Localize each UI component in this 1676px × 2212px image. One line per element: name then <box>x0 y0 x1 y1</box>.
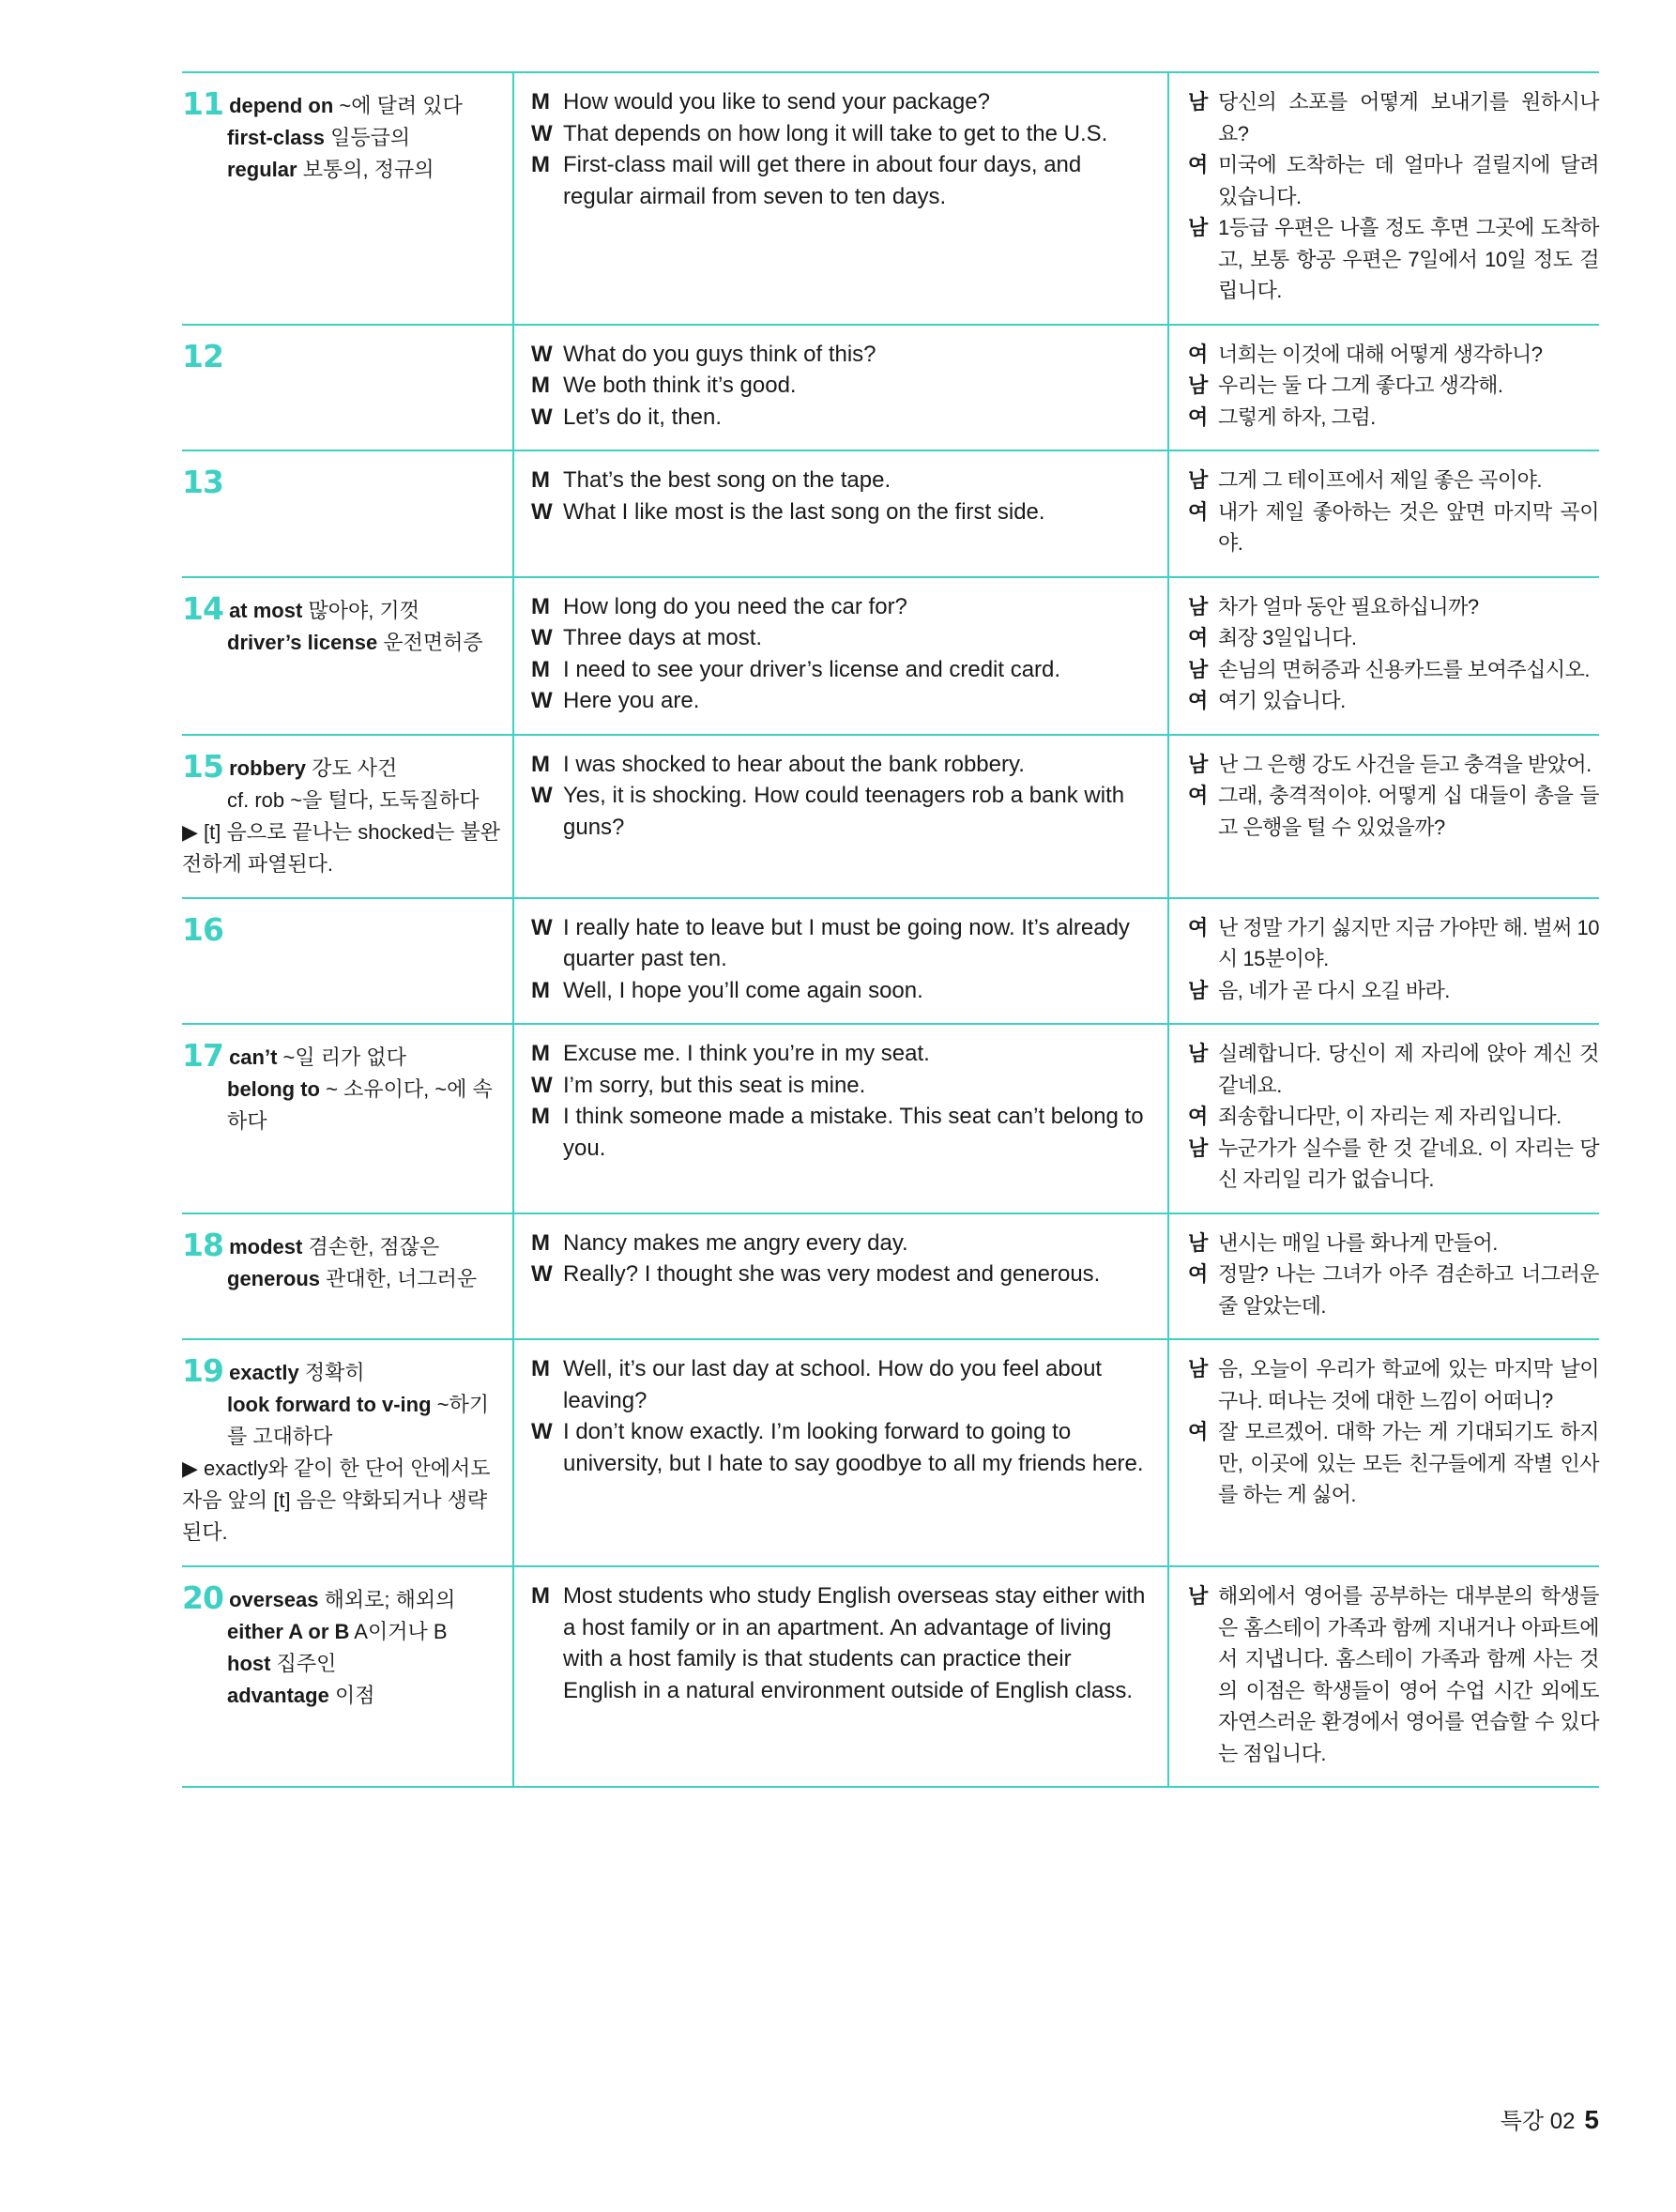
speaker-label: 남 <box>1188 1042 1208 1065</box>
vocab-meaning: ~에 달려 있다 <box>339 94 463 117</box>
vocab-meaning: 강도 사건 <box>312 755 398 780</box>
speaker-label: 여 <box>1188 404 1208 429</box>
speaker-label: M <box>531 467 550 493</box>
english-dialogue-cell <box>513 898 1168 1025</box>
translation-text: 내가 제일 좋아하는 것은 앞면 마지막 곡이야. <box>1218 499 1599 555</box>
vocab-meaning: ~ 소유이다, ~에 속하다 <box>227 1077 493 1133</box>
translation-line <box>1188 465 1599 496</box>
korean-translation-cell <box>1168 450 1599 577</box>
speaker-label: 여 <box>1188 784 1208 807</box>
translation-line <box>1188 1038 1599 1101</box>
question-number: 20 <box>182 1579 223 1616</box>
translation-text: 실례합니다. 당신이 제 자리에 앉아 계신 것 같네요. <box>1218 1042 1599 1097</box>
speaker-label: W <box>531 914 553 940</box>
speaker-label: 여 <box>1188 153 1208 176</box>
dialogue-text: Three days at most. <box>563 625 763 650</box>
dialogue-text: I was shocked to hear about the bank robbery. <box>563 751 1025 777</box>
translation-line <box>1188 591 1599 623</box>
dialogue-text: I think someone made a mistake. This seat can’t belong to you. <box>563 1104 1144 1161</box>
speaker-label: M <box>531 1104 550 1129</box>
question-number: 14 <box>182 589 223 627</box>
translation-line <box>1188 212 1599 307</box>
speaker-label: W <box>531 783 553 808</box>
translation-text: 1등급 우편은 나흘 정도 후면 그곳에 도착하고, 보통 항공 우편은 7일에서 10일 정도 걸립니다. <box>1218 216 1599 302</box>
speaker-label: 여 <box>1188 499 1208 524</box>
translation-line <box>1188 1353 1599 1416</box>
question-row <box>182 735 1599 898</box>
dialogue-text: How long do you need the car for? <box>563 593 907 619</box>
speaker-label: 남 <box>1188 752 1208 776</box>
vocab-meaning: 많아야, 기껏 <box>308 598 419 622</box>
vocab-term: look forward to v-ing <box>227 1393 432 1416</box>
question-row <box>182 450 1599 577</box>
dialogue-text: We both think it’s good. <box>563 373 797 398</box>
question-number: 13 <box>182 464 223 500</box>
question-row <box>182 72 1599 325</box>
translation-line <box>1188 1228 1599 1259</box>
korean-translation-cell <box>1168 577 1599 735</box>
vocab-term: depend on <box>229 94 334 117</box>
translation-line <box>1188 975 1599 1007</box>
speaker-label: 여 <box>1188 1105 1208 1128</box>
dialogue-line <box>531 1228 1150 1259</box>
speaker-label: M <box>531 656 550 682</box>
speaker-label: 남 <box>1188 374 1208 397</box>
korean-translation-cell <box>1168 1024 1599 1213</box>
dialogue-text: First-class mail will get there in about four days, and regular airmail from seven to ten days. <box>563 152 1082 209</box>
korean-translation-cell <box>1168 1213 1599 1340</box>
dialogue-text: Well, I hope you’ll come again soon. <box>563 977 923 1003</box>
vocab-meaning: ~일 리가 없다 <box>282 1045 406 1069</box>
vocab-cell <box>182 325 513 451</box>
question-number: 18 <box>182 1226 223 1263</box>
translation-line <box>1188 1133 1599 1196</box>
translation-line <box>1188 1580 1599 1769</box>
page-footer <box>1501 2102 1599 2135</box>
speaker-label: W <box>531 1261 553 1287</box>
pronunciation-note: ▶ [t] 음으로 끝나는 shocked는 불완전하게 파열된다. <box>182 819 501 876</box>
speaker-label: W <box>531 120 553 146</box>
dialogue-line <box>531 780 1150 843</box>
question-number: 16 <box>182 910 223 948</box>
english-dialogue-cell <box>513 450 1168 577</box>
english-dialogue-cell <box>513 735 1168 898</box>
dialogue-line <box>531 1580 1150 1706</box>
question-row <box>182 1024 1599 1213</box>
pronunciation-note: ▶ exactly와 같이 한 단어 안에서도 자음 앞의 [t] 음은 약화되거나 생략된다. <box>182 1457 491 1544</box>
vocab-term: first-class <box>227 126 325 149</box>
translation-line <box>1188 1416 1599 1511</box>
speaker-label: 남 <box>1188 1357 1208 1381</box>
speaker-label: M <box>531 977 550 1003</box>
vocab-term: belong to <box>227 1077 320 1101</box>
speaker-label: 여 <box>1188 1262 1208 1286</box>
vocab-term: robbery <box>229 755 306 780</box>
speaker-label: M <box>531 1583 550 1609</box>
speaker-label: W <box>531 404 553 430</box>
vocab-term: at most <box>229 598 303 622</box>
dialogue-text: I don’t know exactly. I’m looking forward to going to university, but I hate to say goodbye to all my friends here. <box>563 1419 1144 1476</box>
vocab-term: driver’s license <box>227 630 378 654</box>
translation-text: 여기 있습니다. <box>1218 689 1346 712</box>
vocab-term: either A or B <box>227 1620 350 1643</box>
dialogue-line <box>531 86 1150 118</box>
translation-text: 그렇게 하자, 그럼. <box>1218 404 1376 429</box>
vocab-meaning: 운전면허증 <box>383 630 483 654</box>
translation-text: 낸시는 매일 나를 화나게 만들어. <box>1218 1230 1498 1255</box>
translation-text: 음, 네가 곧 다시 오길 바라. <box>1218 978 1450 1002</box>
translation-text: 차가 얼마 동안 필요하십니까? <box>1218 594 1479 618</box>
english-dialogue-cell <box>513 1024 1168 1213</box>
dialogue-text: Yes, it is shocking. How could teenagers rob a bank with guns? <box>563 783 1125 840</box>
english-dialogue-cell <box>513 577 1168 735</box>
vocab-term: regular <box>227 158 297 181</box>
vocab-cell <box>182 1566 513 1787</box>
english-dialogue-cell <box>513 1566 1168 1787</box>
vocab-term: advantage <box>227 1684 329 1707</box>
english-dialogue-cell <box>513 72 1168 325</box>
translation-line <box>1188 1259 1599 1321</box>
dialogue-text: I really hate to leave but I must be going now. It’s already quarter past ten. <box>563 914 1130 971</box>
dialogue-text: Well, it’s our last day at school. How do you feel about leaving? <box>563 1356 1103 1413</box>
speaker-label: 남 <box>1188 657 1208 681</box>
dialogue-line <box>531 749 1150 781</box>
korean-translation-cell <box>1168 325 1599 451</box>
dialogue-line <box>531 1259 1150 1290</box>
speaker-label: W <box>531 498 553 525</box>
vocab-term: cf. rob <box>227 787 285 812</box>
dialogue-text: Let’s do it, then. <box>563 404 723 430</box>
question-row <box>182 1213 1599 1340</box>
translation-text: 우리는 둘 다 그게 좋다고 생각해. <box>1218 374 1503 397</box>
vocab-meaning: 겸손한, 점잖은 <box>308 1234 440 1259</box>
footer-label: 특강 02 <box>1500 2109 1576 2134</box>
translation-line <box>1188 402 1599 434</box>
translation-line <box>1188 685 1599 717</box>
dialogue-line <box>531 465 1150 496</box>
vocab-meaning: 보통의, 정규의 <box>302 158 434 181</box>
dialogue-text: I’m sorry, but this seat is mine. <box>563 1072 866 1098</box>
vocab-cell <box>182 450 513 577</box>
vocab-term: exactly <box>229 1361 299 1384</box>
dialogue-line <box>531 402 1150 434</box>
question-number: 15 <box>182 747 223 785</box>
english-dialogue-cell <box>513 1339 1168 1566</box>
speaker-label: W <box>531 1072 553 1098</box>
speaker-label: M <box>531 152 550 177</box>
question-row <box>182 898 1599 1025</box>
vocab-term: modest <box>229 1234 303 1259</box>
vocab-cell <box>182 72 513 325</box>
translation-text: 잘 모르겠어. 대학 가는 게 기대되기도 하지만, 이곳에 있는 모든 친구들에게 작별 인사를 하는 게 싫어. <box>1218 1420 1599 1506</box>
translation-line <box>1188 149 1599 212</box>
dialogue-line <box>531 912 1150 975</box>
translation-line <box>1188 496 1599 559</box>
question-number: 11 <box>182 85 223 122</box>
vocab-meaning: A이거나 B <box>354 1620 448 1643</box>
dialogue-text: How would you like to send your package? <box>563 89 990 114</box>
speaker-label: 남 <box>1188 594 1208 618</box>
translation-text: 당신의 소포를 어떻게 보내기를 원하시나요? <box>1218 90 1599 145</box>
korean-translation-cell <box>1168 898 1599 1025</box>
translation-line <box>1188 370 1599 402</box>
speaker-label: M <box>531 1229 550 1256</box>
dialogue-text: What I like most is the last song on the first side. <box>563 498 1045 525</box>
question-row <box>182 325 1599 451</box>
vocab-meaning: ~을 털다, 도둑질하다 <box>290 787 480 812</box>
speaker-label: 여 <box>1188 915 1208 939</box>
vocab-cell <box>182 898 513 1025</box>
dialogue-text: That depends on how long it will take to get to the U.S. <box>563 120 1108 146</box>
translation-text: 죄송합니다만, 이 자리는 제 자리입니다. <box>1218 1105 1562 1128</box>
vocab-meaning: 관대한, 너그러운 <box>326 1266 478 1290</box>
vocab-cell <box>182 735 513 898</box>
dialogue-line <box>531 339 1150 371</box>
vocab-term: can’t <box>229 1045 278 1069</box>
translation-text: 정말? 나는 그녀가 아주 겸손하고 너그러운 줄 알았는데. <box>1218 1262 1599 1318</box>
korean-translation-cell <box>1168 735 1599 898</box>
english-dialogue-cell <box>513 1213 1168 1340</box>
dialogue-line <box>531 654 1150 686</box>
translation-text: 그래, 충격적이야. 어떻게 십 대들이 총을 들고 은행을 털 수 있었을까? <box>1218 784 1599 839</box>
translation-text: 음, 오늘이 우리가 학교에 있는 마지막 날이구나. 떠나는 것에 대한 느낌이 어떠니? <box>1218 1357 1599 1412</box>
page <box>182 71 1599 1788</box>
translation-line <box>1188 339 1599 371</box>
question-number: 12 <box>182 337 223 374</box>
speaker-label: M <box>531 1041 550 1066</box>
vocab-meaning: 이점 <box>334 1684 375 1707</box>
question-row <box>182 1566 1599 1787</box>
dialogue-text: Most students who study English overseas stay either with a host family or in an apartment. An advantage of living with a host family is that students can practice their English in a natural environment outside of English class. <box>563 1583 1146 1703</box>
vocab-cell <box>182 1213 513 1340</box>
dialogue-line <box>531 370 1150 402</box>
vocab-cell <box>182 1339 513 1566</box>
speaker-label: M <box>531 89 550 114</box>
dialogue-line <box>531 1416 1150 1479</box>
korean-translation-cell <box>1168 1339 1599 1566</box>
question-number: 19 <box>182 1352 223 1389</box>
speaker-label: 남 <box>1188 1230 1208 1255</box>
translation-text: 누군가가 실수를 한 것 같네요. 이 자리는 당신 자리일 리가 없습니다. <box>1218 1136 1599 1191</box>
question-row <box>182 1339 1599 1566</box>
speaker-label: M <box>531 751 550 777</box>
speaker-label: 여 <box>1188 1420 1208 1443</box>
translation-text: 해외에서 영어를 공부하는 대부분의 학생들은 홈스테이 가족과 함께 지내거나 아파트에서 지냅니다. 홈스테이 가족과 함께 사는 것의 이점은 학생들이 영어 수업 시간 외에도 자연스러운 환경에서 영어를 연습할 수 있다는 점입니다. <box>1218 1584 1599 1765</box>
translation-line <box>1188 622 1599 654</box>
translation-text: 너희는 이것에 대해 어떻게 생각하니? <box>1218 342 1543 366</box>
dialogue-line <box>531 149 1150 212</box>
dialogue-line <box>531 1070 1150 1102</box>
translation-text: 난 그 은행 강도 사건을 듣고 충격을 받았어. <box>1218 752 1592 776</box>
vocab-cell <box>182 577 513 735</box>
dialogue-line <box>531 1353 1150 1416</box>
dialogue-line <box>531 591 1150 623</box>
dialogue-line <box>531 685 1150 717</box>
vocab-term: host <box>227 1652 271 1675</box>
speaker-label: M <box>531 593 550 619</box>
dialogue-table <box>182 71 1599 1788</box>
speaker-label: 남 <box>1188 1584 1208 1608</box>
dialogue-text: That’s the best song on the tape. <box>563 467 891 493</box>
page-number: 5 <box>1584 2105 1599 2134</box>
speaker-label: W <box>531 1419 553 1444</box>
speaker-label: M <box>531 373 550 398</box>
dialogue-line <box>531 1038 1150 1070</box>
dialogue-line <box>531 975 1150 1007</box>
translation-text: 최장 3일입니다. <box>1218 626 1357 649</box>
vocab-meaning: ~하기를 고대하다 <box>227 1393 490 1448</box>
speaker-label: 남 <box>1188 978 1208 1002</box>
dialogue-text: Nancy makes me angry every day. <box>563 1229 908 1256</box>
dialogue-line <box>531 496 1150 528</box>
dialogue-text: Here you are. <box>563 688 700 713</box>
dialogue-text: What do you guys think of this? <box>563 341 876 367</box>
vocab-meaning: 해외로; 해외의 <box>324 1588 456 1611</box>
speaker-label: W <box>531 688 553 713</box>
dialogue-line <box>531 118 1150 150</box>
dialogue-text: Excuse me. I think you’re in my seat. <box>563 1041 930 1066</box>
vocab-meaning: 정확히 <box>304 1361 365 1384</box>
speaker-label: W <box>531 341 553 367</box>
speaker-label: 남 <box>1188 1136 1208 1160</box>
korean-translation-cell <box>1168 72 1599 325</box>
translation-line <box>1188 912 1599 975</box>
vocab-meaning: 집주인 <box>276 1652 337 1675</box>
translation-text: 그게 그 테이프에서 제일 좋은 곡이야. <box>1218 468 1542 492</box>
question-row <box>182 577 1599 735</box>
speaker-label: 남 <box>1188 90 1208 114</box>
translation-text: 손님의 면허증과 신용카드를 보여주십시오. <box>1218 657 1590 681</box>
dialogue-line <box>531 1101 1150 1164</box>
english-dialogue-cell <box>513 325 1168 451</box>
speaker-label: 여 <box>1188 689 1208 712</box>
question-number: 17 <box>182 1037 223 1074</box>
vocab-meaning: 일등급의 <box>330 126 411 149</box>
speaker-label: 남 <box>1188 468 1208 492</box>
translation-line <box>1188 86 1599 149</box>
dialogue-line <box>531 622 1150 654</box>
speaker-label: 여 <box>1188 626 1208 649</box>
translation-line <box>1188 780 1599 843</box>
dialogue-text: Really? I thought she was very modest and generous. <box>563 1261 1101 1287</box>
speaker-label: M <box>531 1356 550 1381</box>
vocab-cell <box>182 1024 513 1213</box>
speaker-label: W <box>531 625 553 650</box>
vocab-term: overseas <box>229 1588 319 1611</box>
speaker-label: 여 <box>1188 342 1208 366</box>
korean-translation-cell <box>1168 1566 1599 1787</box>
translation-line <box>1188 749 1599 781</box>
translation-line <box>1188 1101 1599 1133</box>
translation-text: 미국에 도착하는 데 얼마나 걸릴지에 달려 있습니다. <box>1218 153 1599 208</box>
translation-line <box>1188 654 1599 686</box>
speaker-label: 남 <box>1188 216 1208 239</box>
translation-text: 난 정말 가기 싫지만 지금 가야만 해. 벌써 10시 15분이야. <box>1218 915 1600 970</box>
dialogue-text: I need to see your driver’s license and credit card. <box>563 656 1061 682</box>
vocab-term: generous <box>227 1266 321 1290</box>
